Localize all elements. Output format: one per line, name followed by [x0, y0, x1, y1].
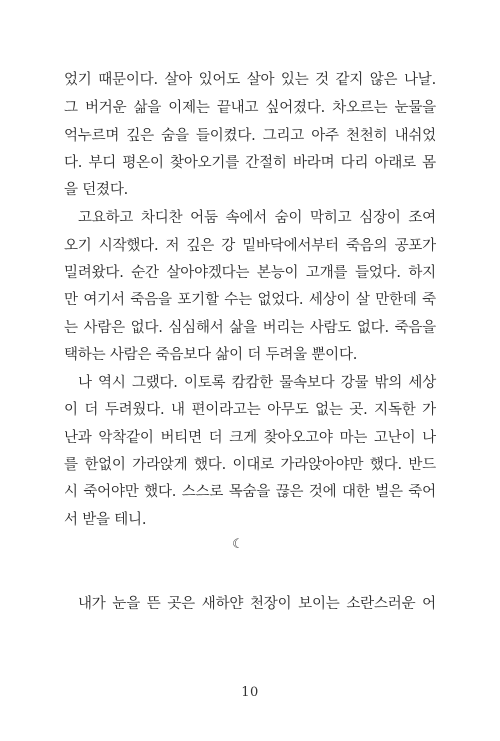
text-line: 만 여기서 죽음을 포기할 수는 없었다. 세상이 살 만한데 죽 [64, 292, 436, 308]
section-break-moon-icon: ☾ [232, 537, 244, 552]
text-line: 다. 부디 평온이 찾아오기를 간절히 바라며 다리 아래로 몸 [64, 155, 436, 171]
text-line: 택하는 사람은 죽음보다 삶이 더 두려울 뿐이다. [64, 347, 358, 363]
text-line: 를 한없이 가라앉게 했다. 이대로 가라앉아야만 했다. 반드 [64, 457, 436, 473]
text-line: 을 던졌다. [64, 182, 129, 198]
text-line: 나 역시 그랬다. 이토록 캄캄한 물속보다 강물 밖의 세상 [78, 375, 436, 391]
page-number: 10 [241, 685, 259, 700]
text-line: 는 사람은 없다. 심심해서 삶을 버리는 사람도 없다. 죽음을 [64, 320, 436, 336]
text-line: 고요하고 차디찬 어둠 속에서 숨이 막히고 심장이 조여 [78, 210, 436, 226]
text-line: 내가 눈을 뜬 곳은 새하얀 천장이 보이는 소란스러운 어 [78, 596, 436, 612]
text-line: 시 죽어야만 했다. 스스로 목숨을 끊은 것에 대한 벌은 죽어 [64, 484, 436, 500]
text-line: 난과 악착같이 버티면 더 크게 찾아오고야 마는 고난이 나 [64, 430, 436, 446]
text-line: 이 더 두려웠다. 내 편이라고는 아무도 없는 곳. 지독한 가 [64, 402, 436, 418]
text-line: 그 버거운 삶을 이제는 끝내고 싶어졌다. 차오르는 눈물을 [64, 100, 436, 116]
text-line: 억누르며 깊은 숨을 들이켰다. 그리고 아주 천천히 내쉬었 [64, 128, 436, 144]
text-line: 오기 시작했다. 저 깊은 강 밑바닥에서부터 죽음의 공포가 [64, 238, 436, 254]
text-line: 서 받을 테니. [64, 512, 147, 528]
text-line: 밀려왔다. 순간 살아야겠다는 본능이 고개를 들었다. 하지 [64, 265, 436, 281]
text-line: 었기 때문이다. 살아 있어도 살아 있는 것 같지 않은 나날. [64, 72, 436, 88]
